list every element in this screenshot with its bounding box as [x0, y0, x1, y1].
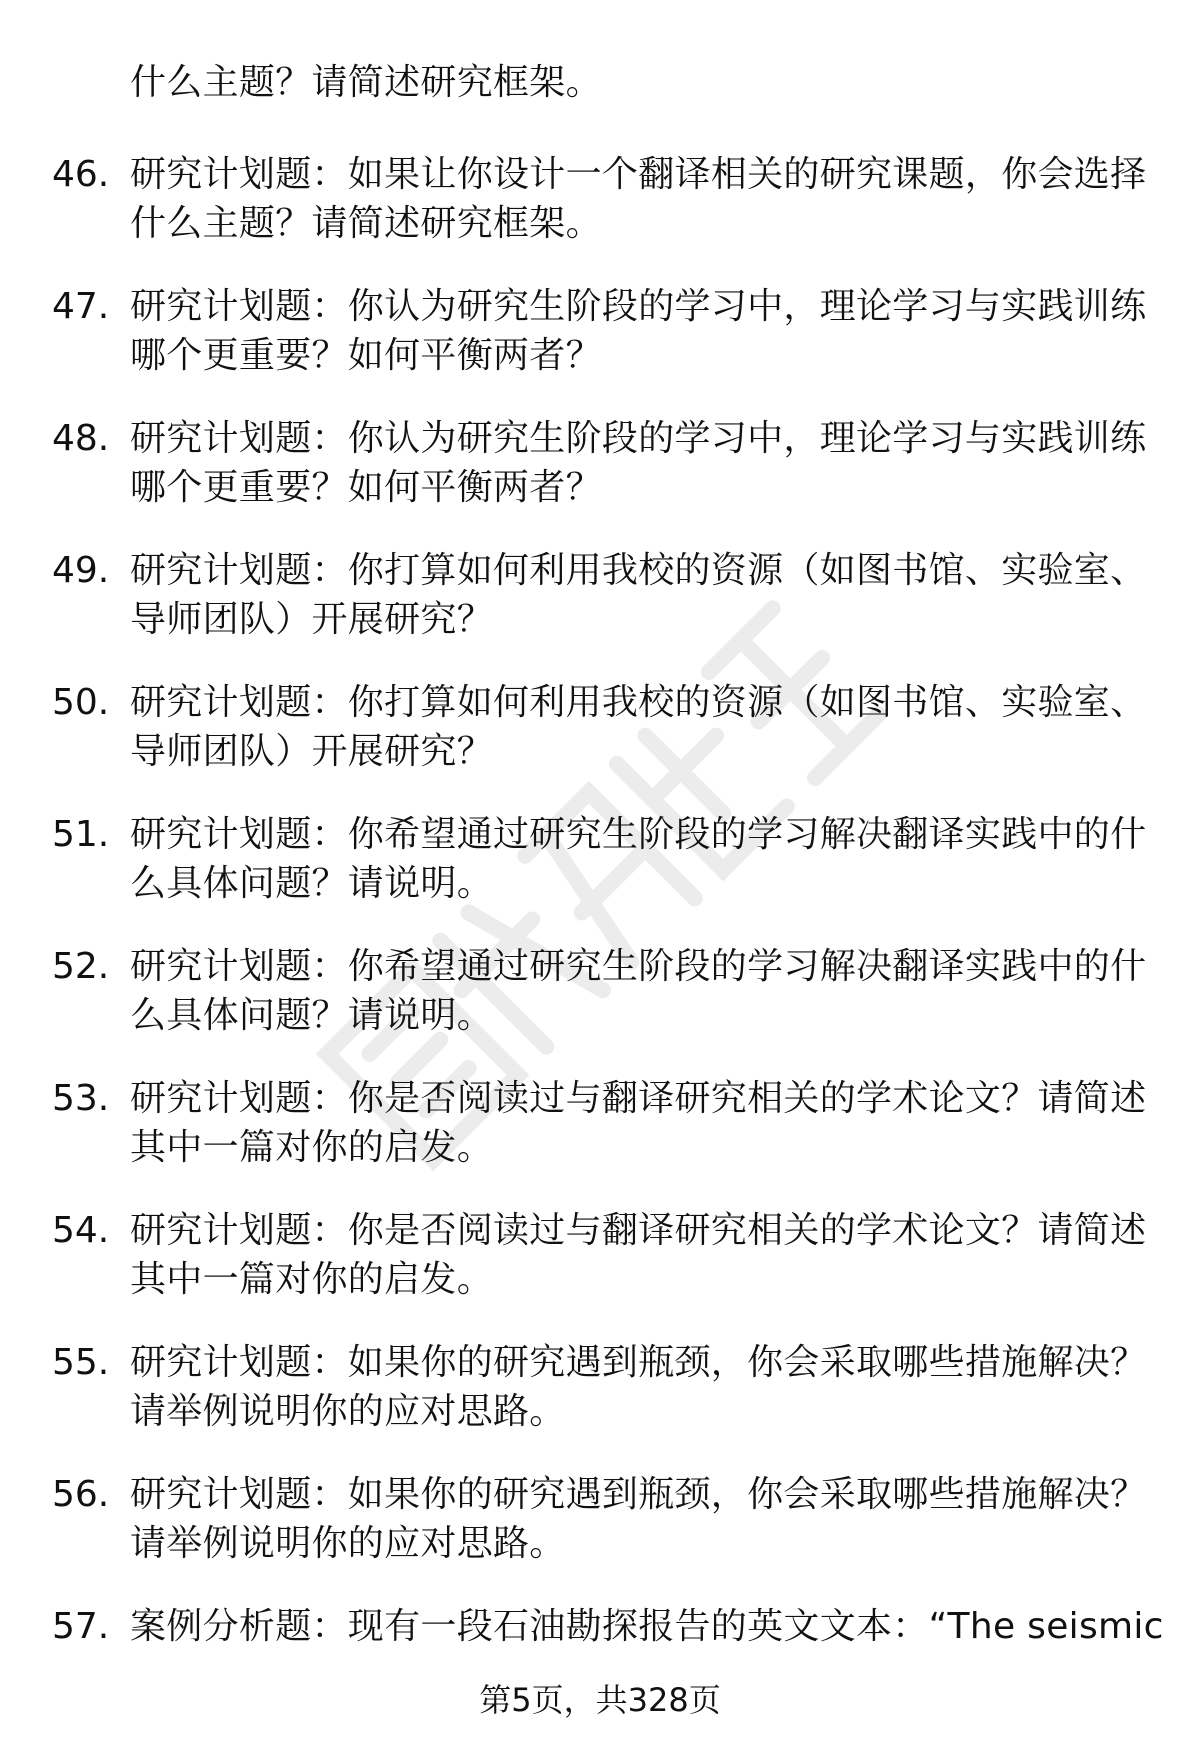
question-text: 研究计划题：如果你的研究遇到瓶颈，你会采取哪些措施解决？请举例说明你的应对思路。	[130, 1474, 1147, 1564]
question-item	[0, 282, 1200, 414]
question-number: 56.	[52, 1474, 110, 1515]
question-text: 研究计划题：你是否阅读过与翻译研究相关的学术论文？请简述其中一篇对你的启发。	[130, 1078, 1147, 1168]
question-item	[0, 1074, 1200, 1206]
question-item	[0, 546, 1200, 678]
question-text: 研究计划题：你认为研究生阶段的学习中，理论学习与实践训练哪个更重要？如何平衡两者？	[130, 286, 1147, 376]
question-number: 47.	[52, 286, 110, 327]
question-text: 研究计划题：你打算如何利用我校的资源（如图书馆、实验室、导师团队）开展研究？	[130, 550, 1147, 640]
question-number: 50.	[52, 682, 110, 723]
question-text: 研究计划题：你打算如何利用我校的资源（如图书馆、实验室、导师团队）开展研究？	[130, 682, 1147, 772]
question-number: 53.	[52, 1078, 110, 1119]
question-text: 研究计划题：你希望通过研究生阶段的学习解决翻译实践中的什么具体问题？请说明。	[130, 946, 1147, 1036]
question-item	[0, 1470, 1200, 1602]
question-number: 51.	[52, 814, 110, 855]
question-item	[0, 1206, 1200, 1338]
question-text: 研究计划题：你是否阅读过与翻译研究相关的学术论文？请简述其中一篇对你的启发。	[130, 1210, 1147, 1300]
question-number: 52.	[52, 946, 110, 987]
question-number: 57.	[52, 1606, 110, 1647]
question-number: 48.	[52, 418, 110, 459]
question-number: 46.	[52, 154, 110, 195]
question-number: 49.	[52, 550, 110, 591]
question-item	[0, 810, 1200, 942]
question-item	[0, 678, 1200, 810]
question-number: 54.	[52, 1210, 110, 1251]
question-text: 研究计划题：如果你的研究遇到瓶颈，你会采取哪些措施解决？请举例说明你的应对思路。	[130, 1342, 1147, 1432]
question-text: 研究计划题：如果让你设计一个翻译相关的研究课题，你会选择什么主题？请简述研究框架。	[130, 154, 1147, 244]
question-item	[0, 942, 1200, 1074]
question-number: 55.	[52, 1342, 110, 1383]
question-text: 研究计划题：你认为研究生阶段的学习中，理论学习与实践训练哪个更重要？如何平衡两者？	[130, 418, 1147, 508]
question-text: 研究计划题：你希望通过研究生阶段的学习解决翻译实践中的什么具体问题？请说明。	[130, 814, 1147, 904]
question-item	[0, 150, 1200, 282]
page-footer: 第5页，共328页	[479, 1681, 721, 1719]
question-text: 案例分析题：现有一段石油勘探报告的英文文本：“The seismic	[130, 1606, 1164, 1647]
continuation-text: 什么主题？请简述研究框架。	[130, 62, 602, 103]
question-list	[0, 150, 1200, 1734]
question-item	[0, 1338, 1200, 1470]
question-item	[0, 414, 1200, 546]
